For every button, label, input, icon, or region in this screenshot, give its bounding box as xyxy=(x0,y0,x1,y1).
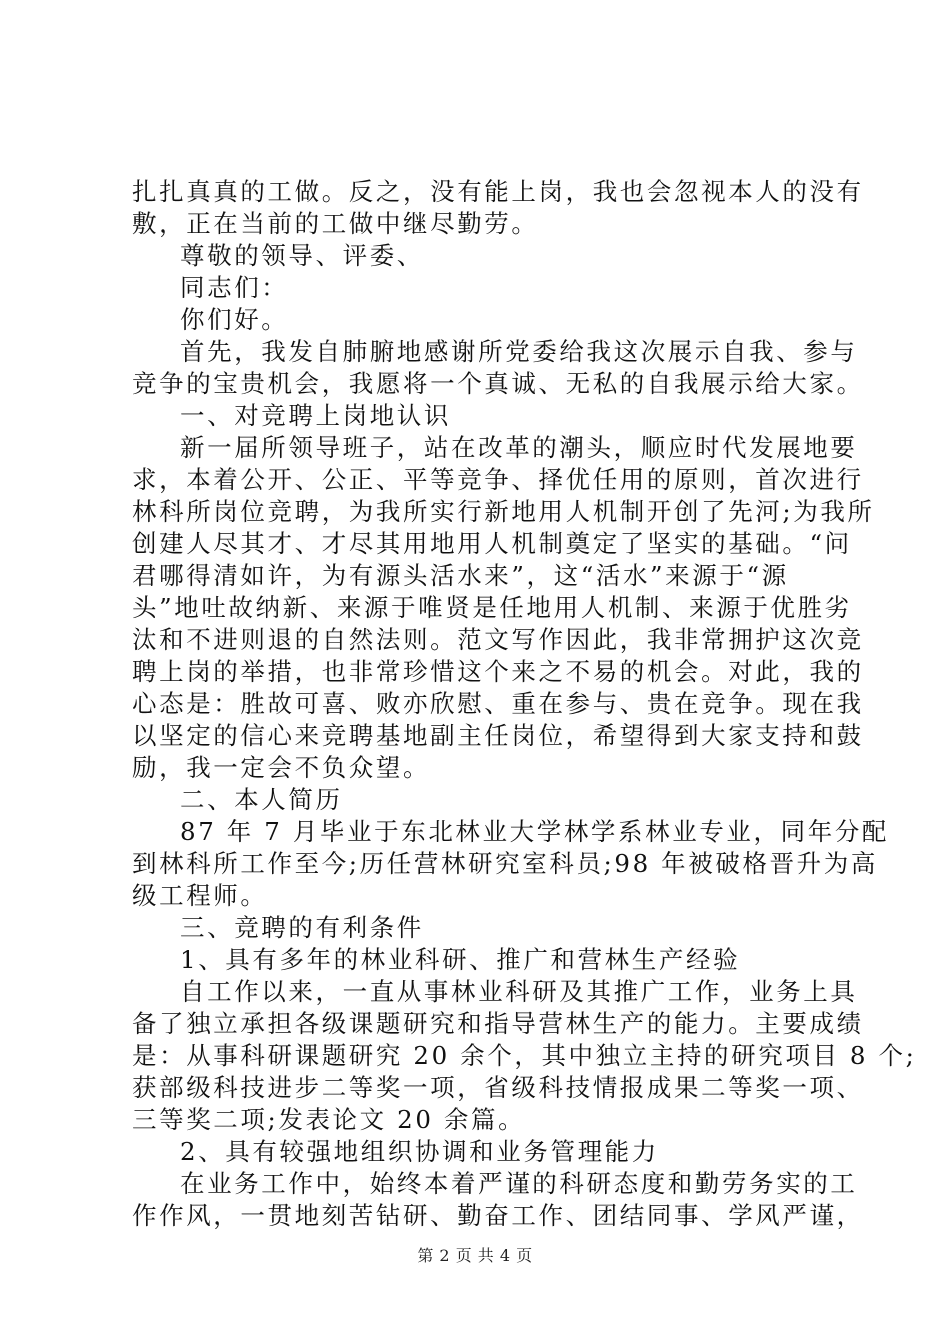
text-line: 林科所岗位竞聘，为我所实行新地用人机制开创了先河;为我所 xyxy=(132,497,875,526)
page-number-footer: 第 2 页 共 4 页 xyxy=(417,1246,533,1265)
text-line: 头”地吐故纳新、来源于唯贤是任地用人机制、来源于优胜劣 xyxy=(132,593,852,622)
subsection-heading: 1、具有多年的林业科研、推广和营林生产经验 xyxy=(180,945,741,974)
text-line: 竞争的宝贵机会，我愿将一个真诚、无私的自我展示给大家。 xyxy=(132,369,864,398)
section-heading: 一、对竞聘上岗地认识 xyxy=(180,401,451,430)
text-line: 求，本着公开、公正、平等竞争、择优任用的原则，首次进行 xyxy=(132,465,864,494)
text-line: 心态是：胜故可喜、败亦欣慰、重在参与、贵在竞争。现在我 xyxy=(132,689,864,718)
text-line: 以坚定的信心来竞聘基地副主任岗位，希望得到大家支持和鼓 xyxy=(132,721,864,750)
text-line: 获部级科技进步二等奖一项，省级科技情报成果二等奖一项、 xyxy=(132,1073,864,1102)
text-line: 备了独立承担各级课题研究和指导营林生产的能力。主要成绩 xyxy=(132,1009,864,1038)
text-line: 是：从事科研课题研究 20 余个，其中独立主持的研究项目 8 个; xyxy=(132,1041,917,1070)
text-line: 级工程师。 xyxy=(132,881,268,910)
text-line: 新一届所领导班子，站在改革的潮头，顺应时代发展地要 xyxy=(180,433,858,462)
text-line: 到林科所工作至今;历任营林研究室科员;98 年被破格晋升为高 xyxy=(132,849,878,878)
section-heading: 三、竞聘的有利条件 xyxy=(180,913,424,942)
greeting-line: 你们好。 xyxy=(180,305,289,334)
text-line: 聘上岗的举措，也非常珍惜这个来之不易的机会。对此，我的 xyxy=(132,657,864,686)
text-line: 三等奖二项;发表论文 20 余篇。 xyxy=(132,1105,526,1134)
subsection-heading: 2、具有较强地组织协调和业务管理能力 xyxy=(180,1137,659,1166)
text-line: 87 年 7 月毕业于东北林业大学林学系林业专业，同年分配 xyxy=(180,817,890,846)
salutation-line: 同志们： xyxy=(180,273,289,302)
text-line: 汰和不进则退的自然法则。范文写作因此，我非常拥护这次竞 xyxy=(132,625,864,654)
text-line: 君哪得清如许，为有源头活水来”，这“活水”来源于“源 xyxy=(132,561,789,590)
text-line: 自工作以来，一直从事林业科研及其推广工作，业务上具 xyxy=(180,977,858,1006)
section-heading: 二、本人简历 xyxy=(180,785,343,814)
text-line: 在业务工作中，始终本着严谨的科研态度和勤劳务实的工 xyxy=(180,1169,858,1198)
text-line: 扎扎真真的工做。反之，没有能上岗，我也会忽视本人的没有 xyxy=(132,177,864,206)
text-line: 首先，我发自肺腑地感谢所党委给我这次展示自我、参与 xyxy=(180,337,858,366)
text-line: 创建人尽其才、才尽其用地用人机制奠定了坚实的基础。“问 xyxy=(132,529,852,558)
text-line: 敷，正在当前的工做中继尽勤劳。 xyxy=(132,209,539,238)
text-line: 作作风，一贯地刻苦钻研、勤奋工作、团结同事、学风严谨， xyxy=(132,1201,864,1230)
text-line: 励，我一定会不负众望。 xyxy=(132,753,431,782)
salutation-line: 尊敬的领导、评委、 xyxy=(180,241,424,270)
